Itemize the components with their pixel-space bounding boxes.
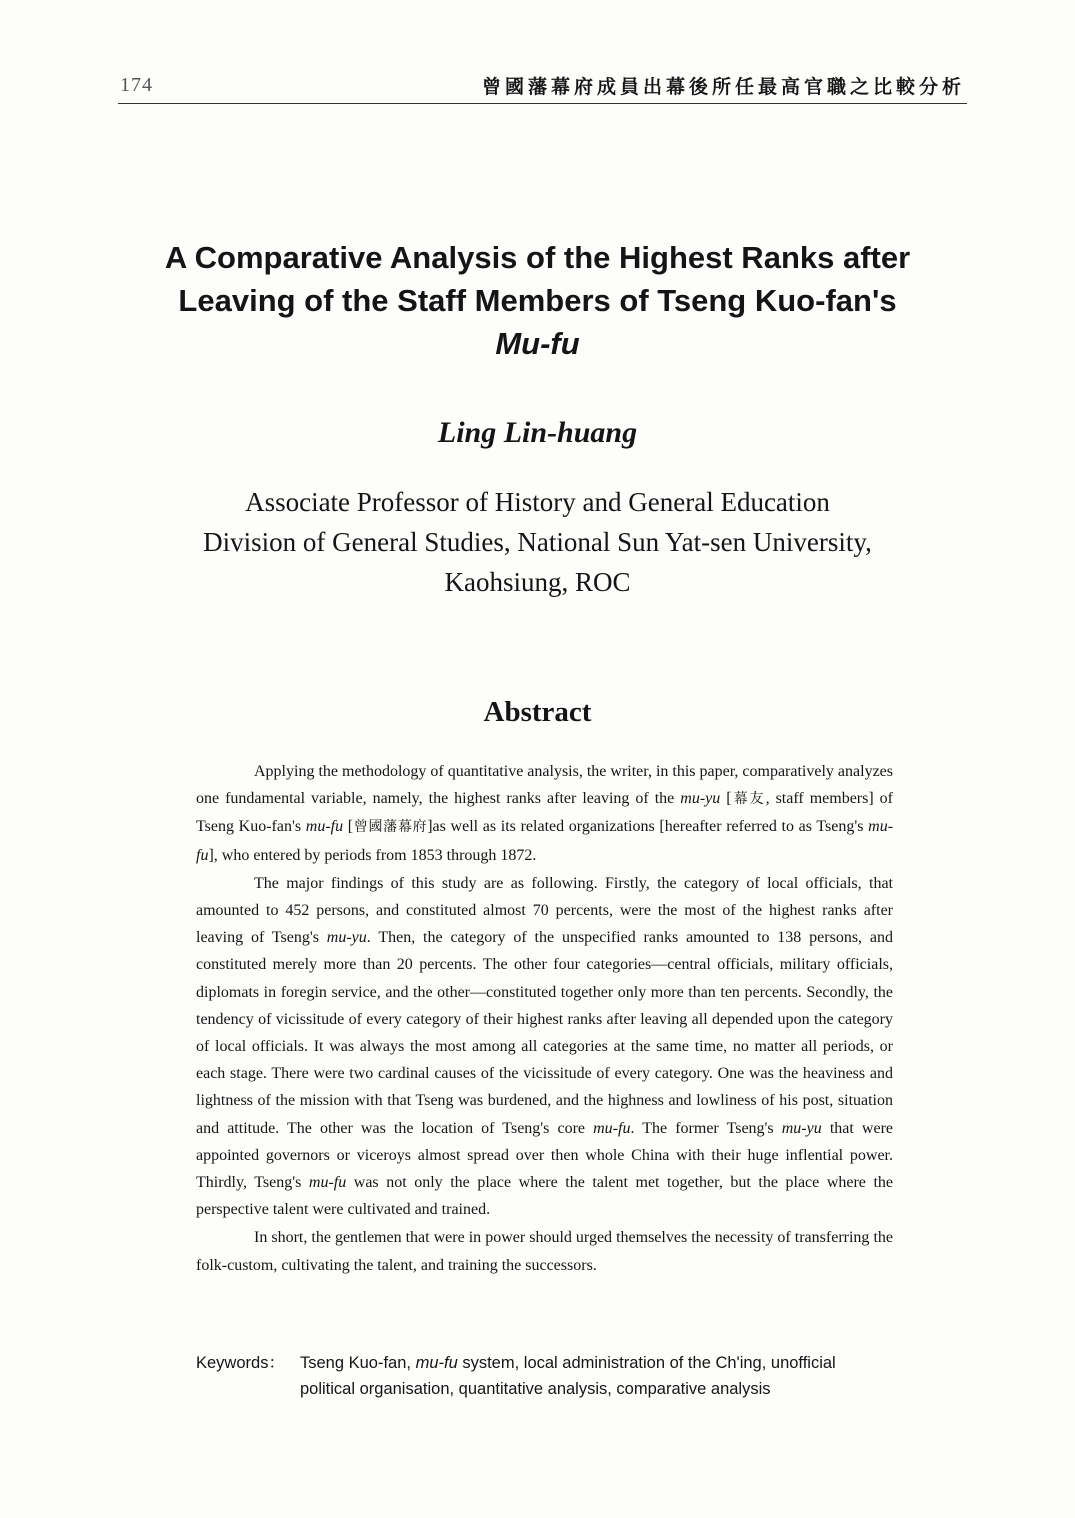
author-name: Ling Lin-huang (437, 416, 638, 449)
running-title: 曾國藩幕府成員出幕後所任最高官職之比較分析 (481, 76, 965, 98)
abstract-body (196, 758, 893, 1279)
affiliation-line-1: Associate Professor of History and General Education (245, 487, 830, 517)
affiliation (100, 482, 975, 602)
keywords-line-2: political organisation, quantitative analysis, comparative analysis (300, 1380, 771, 1398)
keywords-label: Keywords： (196, 1354, 285, 1372)
affiliation-line-2: Division of General Studies, National Sun Yat-sen University, (203, 527, 872, 557)
page-number: 174 (120, 74, 153, 96)
header-rule (118, 103, 967, 104)
title-line-3: Mu-fu (495, 326, 580, 361)
paper-title (100, 236, 975, 365)
keywords-list: Tseng Kuo-fan, mu-fu system, local administration of the Ch'ing, unofficial political organisation, quantitative analysis, comparative analysis (300, 1350, 896, 1402)
title-line-2: Leaving of the Staff Members of Tseng Kuo-fan's (178, 283, 897, 318)
affiliation-line-3: Kaohsiung, ROC (444, 567, 631, 597)
abstract-paragraph-3: In short, the gentlemen that were in power should urged themselves the necessity of transferring the folk-custom, cultivating the talent, and training the successors. (196, 1229, 893, 1274)
title-line-1: A Comparative Analysis of the Highest Ranks after (164, 240, 911, 275)
abstract-paragraph-2: The major findings of this study are as following. Firstly, the category of local officials, that amounted to 452 persons, and constituted almost 70 percents, were the most of the highest ranks after leaving of Tseng's mu-yu. Then, the category of the unspecified ranks amounted to 138 persons, and constituted merely more than 20 percents. The other four categories—central officials, military officials, diplomats in foregin service, and the other—constituted together only more than ten percents. Secondly, the tendency of vicissitude of every category of their highest ranks after leaving all depended upon the category of local officials. It was always the most among all categories at the same time, no matter all periods, or each stage. There were two cardinal causes of the vicissitude of every category. One was the heaviness and lightness of the mission with that Tseng was burdened, and the highness and lowliness of his post, situation and attitude. The other was the location of Tseng's core mu-fu. The former Tseng's mu-yu that were appointed governors or viceroys almost spread over then whole China with their huge inflential power. Thirdly, Tseng's mu-fu was not only the place where the talent met together, but the place where the perspective talent were cultivated and trained. (196, 874, 894, 1219)
keywords (196, 1350, 896, 1402)
abstract-heading: Abstract (483, 696, 592, 728)
abstract-paragraph-1: Applying the methodology of quantitative analysis, the writer, in this paper, comparatively analyzes one fundamental variable, namely, the highest ranks after leaving of the mu-yu [幕友, staff members] of Tseng Kuo-fan's mu-fu [曾國藩幕府]as well as its related organizations [hereafter referred to as Tseng's mu-fu], who entered by periods from 1853 through 1872. (196, 763, 894, 864)
